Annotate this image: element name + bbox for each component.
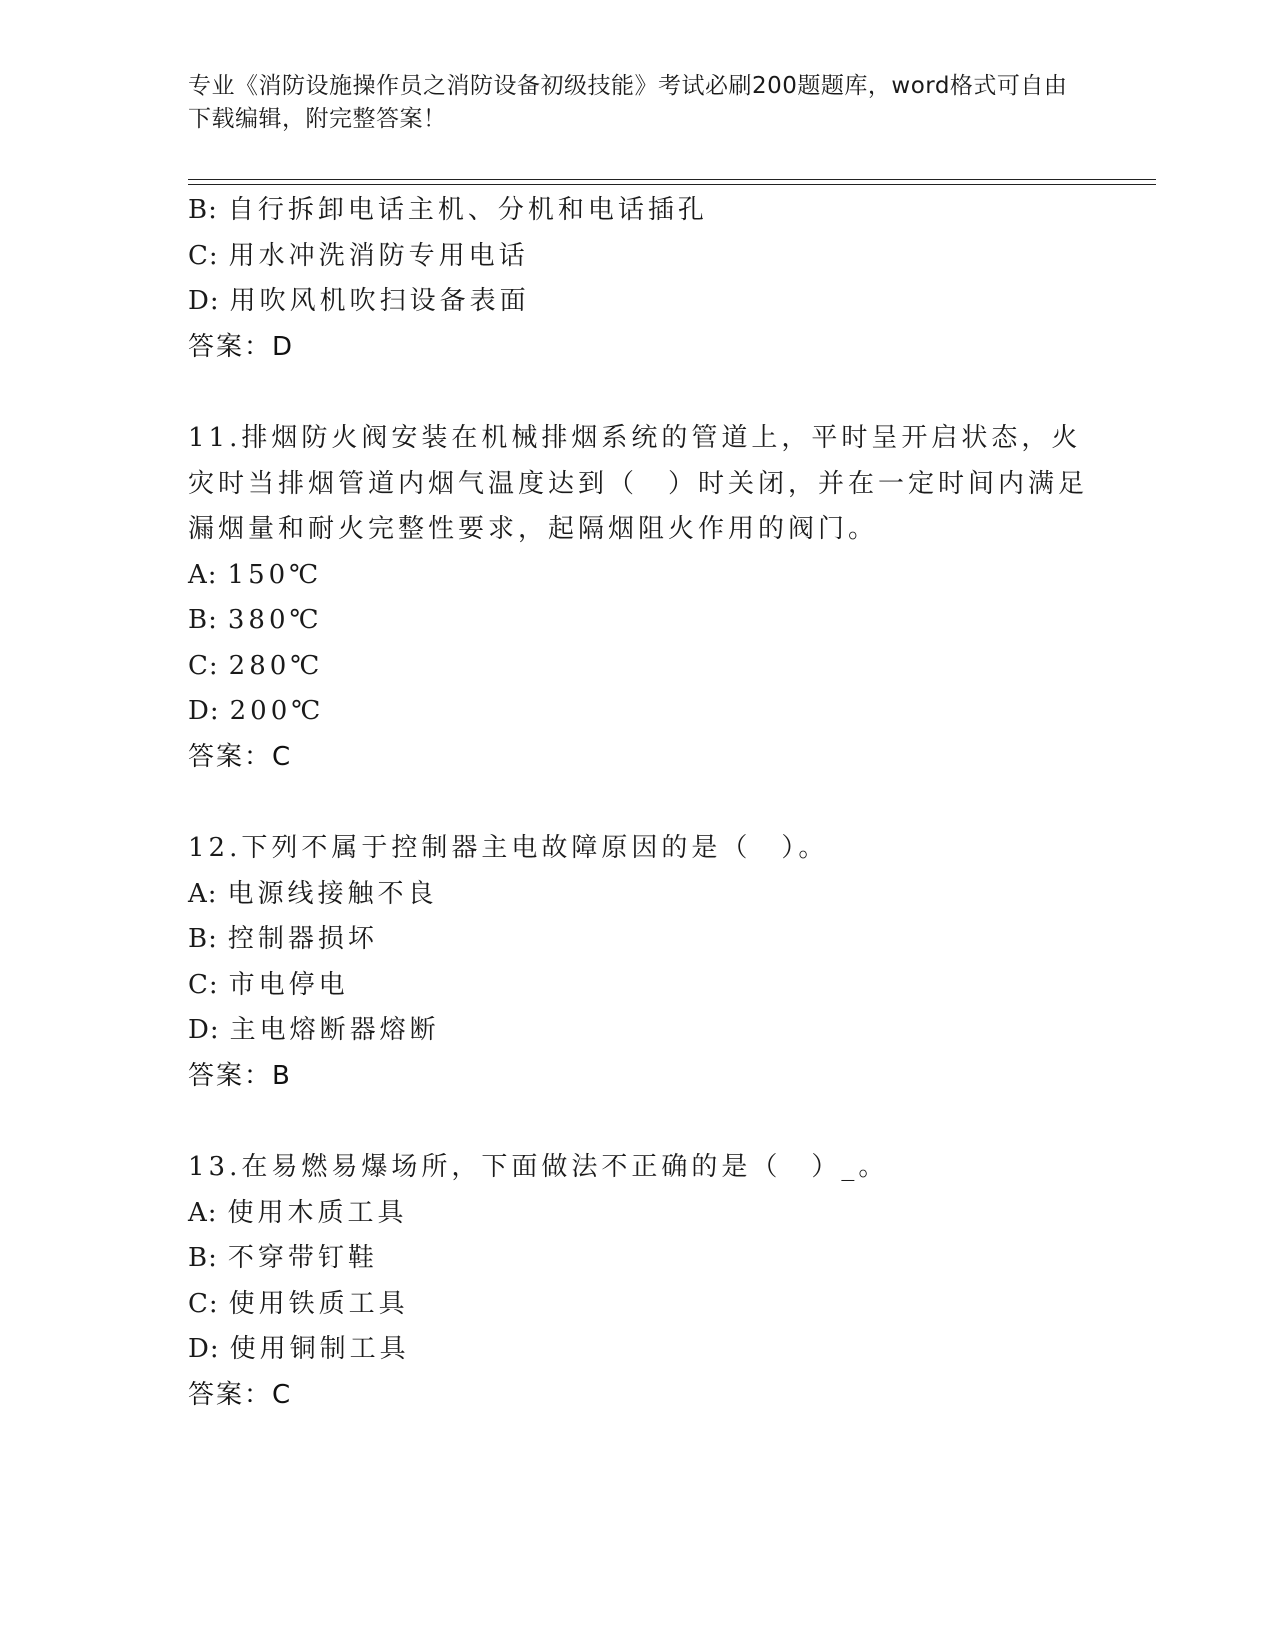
option-text: 用水冲洗消防专用电话 bbox=[228, 240, 529, 271]
option-text: 200℃ bbox=[229, 696, 325, 726]
option-label: B: bbox=[188, 605, 218, 635]
option-label: C: bbox=[188, 1288, 219, 1319]
answer: 答案：B bbox=[188, 1060, 292, 1091]
question-12 bbox=[188, 826, 1088, 1099]
option-label: C: bbox=[188, 969, 219, 1000]
option-c bbox=[188, 963, 1088, 1009]
option-label: B: bbox=[188, 924, 218, 954]
header-divider-bottom bbox=[188, 184, 1156, 185]
option-label: A: bbox=[188, 559, 218, 590]
option-text: 市电停电 bbox=[228, 969, 349, 1000]
option-label: B: bbox=[188, 1243, 218, 1273]
option-text: 控制器损坏 bbox=[227, 924, 378, 954]
option-a bbox=[188, 872, 1088, 918]
answer: 答案：C bbox=[188, 741, 293, 772]
option-label: D: bbox=[188, 286, 220, 316]
option-b bbox=[188, 917, 1088, 963]
header-divider-top bbox=[188, 179, 1156, 180]
answer: 答案：D bbox=[188, 331, 295, 362]
option-label: D: bbox=[188, 1334, 220, 1364]
option-a bbox=[188, 553, 1088, 599]
option-label: C: bbox=[188, 650, 219, 681]
option-label: C: bbox=[188, 240, 219, 271]
option-label: D: bbox=[188, 1015, 220, 1045]
option-label: B: bbox=[188, 195, 218, 225]
option-c bbox=[188, 1282, 1088, 1328]
option-d bbox=[188, 689, 1088, 735]
question-stem: 12.下列不属于控制器主电故障原因的是（ ）。 bbox=[188, 833, 829, 863]
option-text: 用吹风机吹扫设备表面 bbox=[229, 286, 530, 316]
option-text: 150℃ bbox=[227, 559, 323, 590]
document-header: 专业《消防设施操作员之消防设备初级技能》考试必刷200题题库，word格式可自由下载编辑，附完整答案！ bbox=[188, 73, 1068, 132]
question-13 bbox=[188, 1145, 1088, 1418]
option-b bbox=[188, 188, 1088, 234]
option-label: A: bbox=[188, 1197, 218, 1228]
answer: 答案：C bbox=[188, 1379, 293, 1410]
option-b bbox=[188, 598, 1088, 644]
option-text: 使用铁质工具 bbox=[228, 1288, 409, 1319]
question-stem: 13.在易燃易爆场所，下面做法不正确的是（ ）_。 bbox=[188, 1152, 889, 1182]
option-c bbox=[188, 644, 1088, 690]
option-label: A: bbox=[188, 878, 218, 909]
question-content bbox=[188, 188, 1088, 1418]
question-11 bbox=[188, 416, 1088, 780]
option-text: 380℃ bbox=[227, 605, 323, 635]
option-text: 主电熔断器熔断 bbox=[229, 1015, 440, 1045]
option-text: 不穿带钉鞋 bbox=[227, 1243, 378, 1273]
option-d bbox=[188, 1327, 1088, 1373]
question-stem: 11.排烟防火阀安装在机械排烟系统的管道上，平时呈开启状态，火灾时当排烟管道内烟气温度达到（ ）时关闭，并在一定时间内满足漏烟量和耐火完整性要求，起隔烟阻火作用的阀门。 bbox=[188, 423, 1089, 544]
continued-question bbox=[188, 188, 1088, 370]
option-text: 使用木质工具 bbox=[227, 1197, 408, 1228]
option-d bbox=[188, 279, 1088, 325]
option-text: 电源线接触不良 bbox=[227, 878, 438, 909]
option-d bbox=[188, 1008, 1088, 1054]
option-text: 自行拆卸电话主机、分机和电话插孔 bbox=[227, 195, 708, 225]
option-text: 280℃ bbox=[228, 650, 324, 681]
option-b bbox=[188, 1236, 1088, 1282]
option-a bbox=[188, 1191, 1088, 1237]
option-c bbox=[188, 234, 1088, 280]
option-text: 使用铜制工具 bbox=[229, 1334, 410, 1364]
option-label: D: bbox=[188, 696, 220, 726]
